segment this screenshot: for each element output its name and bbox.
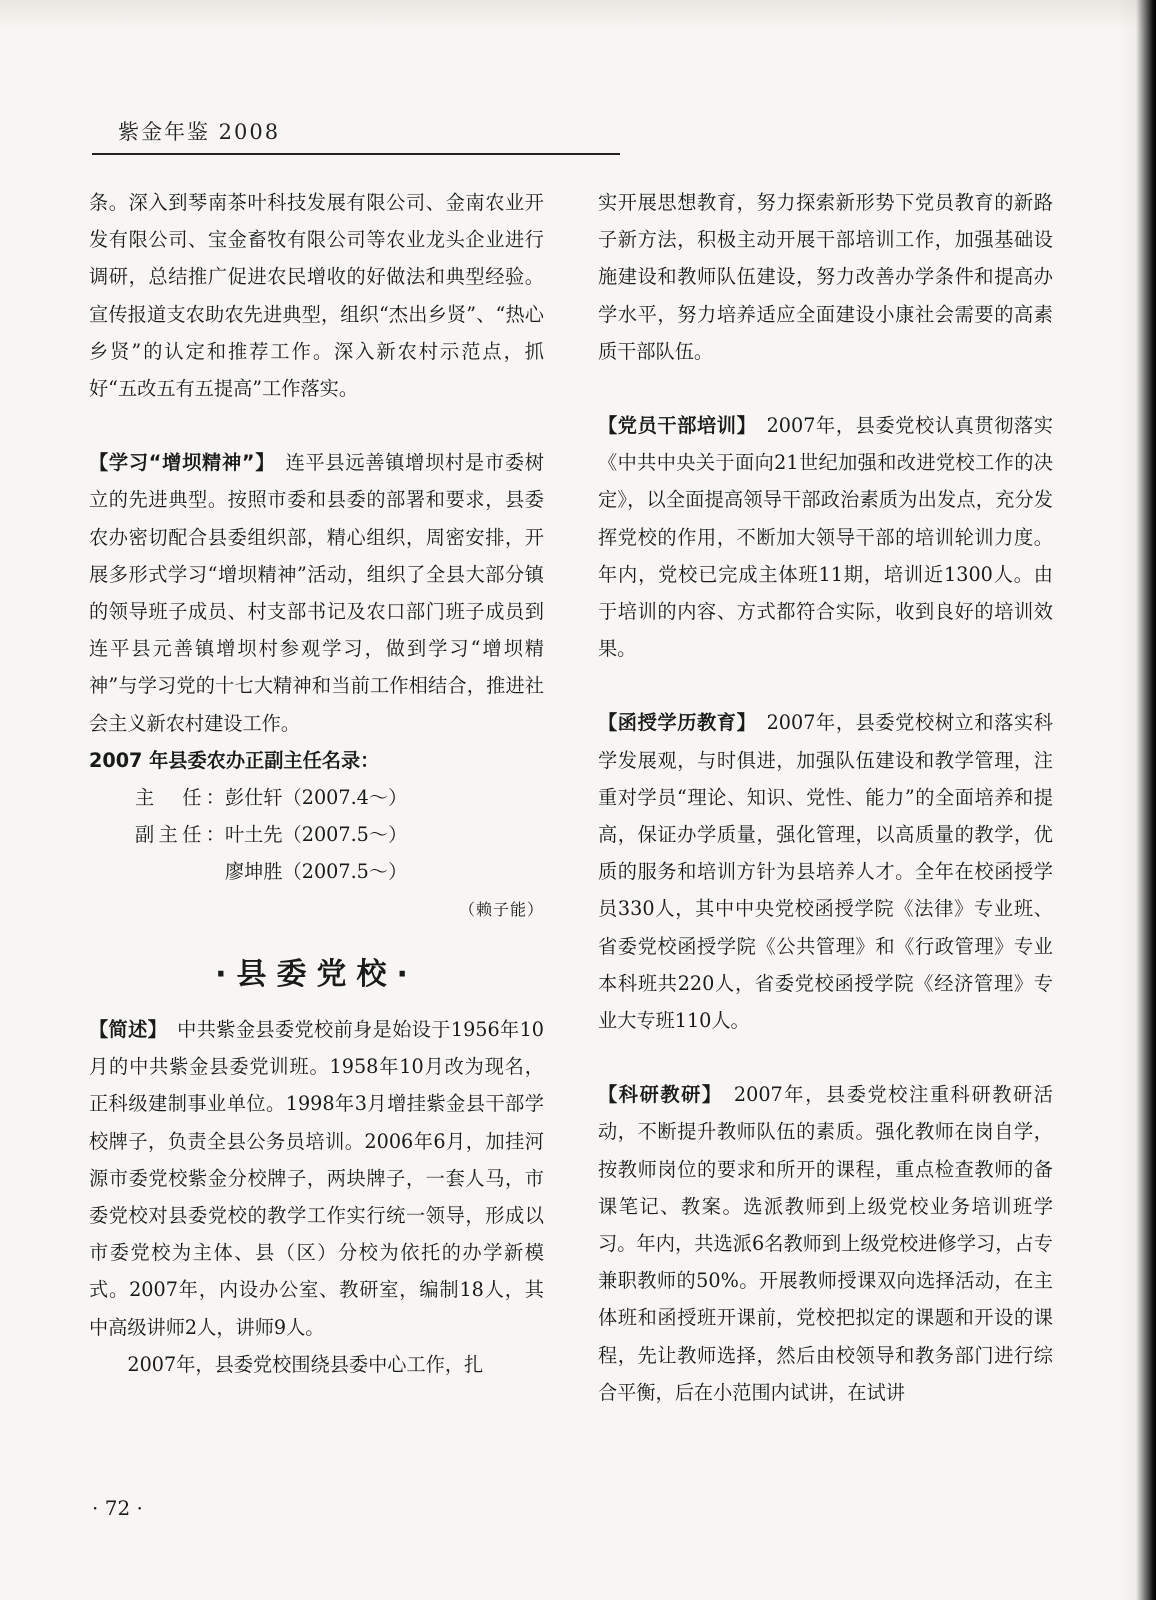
roster-row [89, 853, 544, 890]
right-column [598, 184, 1053, 1411]
roster-person: 廖坤胜（2007.5～） [225, 860, 408, 884]
entry-text: 2007年，县委党校注重科研教研活动，不断提升教师队伍的素质。强化教师在岗自学，按教师岗位的要求和所开的课程，重点检查教师的备课笔记、教案。选派教师到上级党校业务培训班学习。年内，共选派6名教师到上级党校进修学习，占专兼职教师的50%。开展教师授课双向选择活动，在主体班和函授班开课前，党校把拟定的课题和开设的课程，先让教师选择，然后由校领导和教务部门进行综合平衡，后在小范围内试讲，在试讲 [598, 1083, 1053, 1404]
roster-title-year: 2007 [89, 748, 143, 772]
spacer [598, 370, 1053, 407]
entry-tag: 【函授学历教育】 [598, 711, 747, 735]
zengba-entry [89, 444, 544, 742]
roster-title-text: 年县委农办正副主任名录： [149, 748, 380, 772]
roster-role: 主 任： [135, 786, 225, 810]
running-header: 紫金年鉴 2008 [118, 120, 281, 144]
research-entry [598, 1076, 1053, 1411]
spacer [598, 667, 1053, 704]
roster-person: 叶土先（2007.5～） [225, 823, 408, 847]
roster-row [89, 779, 544, 816]
header-rule [92, 153, 620, 155]
scan-right-edge [1116, 0, 1156, 1600]
continuation-paragraph: 实开展思想教育，努力探索新形势下党员教育的新路子新方法，积极主动开展干部培训工作，加强基础设施建设和教师队伍建设，努力改善办学条件和提高办学水平，努力培养适应全面建设小康社会需要的高素质干部队伍。 [598, 191, 1053, 363]
closing-paragraph: 2007年，县委党校围绕县委中心工作，扎 [127, 1352, 484, 1376]
entry-tag: 【学习“增坝精神”】 [89, 451, 266, 475]
entry-text: 2007年，县委党校认真贯彻落实《中共中央关于面向21世纪加强和改进党校工作的决定》，以全面提高领导干部政治素质为出发点，充分发挥党校的作用，不断加大领导干部的培训轮训力度。年内，党校已完成主体班11期，培训近1300人。由于培训的内容、方式都符合实际，收到良好的培训效果。 [598, 414, 1053, 661]
intro-paragraph: 条。深入到琴南茶叶科技发展有限公司、金南农业开发有限公司、宝金畜牧有限公司等农业龙头企业进行调研，总结推广促进农民增收的好做法和典型经验。宣传报道支农助农先进典型，组织“杰出乡贤”、“热心乡贤”的认定和推荐工作。深入新农村示范点，抓好“五改五有五提高”工作落实。 [89, 191, 544, 401]
spacer [598, 1039, 1053, 1076]
entry-text: 连平县远善镇增坝村是市委树立的先进典型。按照市委和县委的部署和要求，县委农办密切配合县委组织部，精心组织，周密安排，开展多形式学习“增坝精神”活动，组织了全县大部分镇的领导班子成员、村支部书记及农口部门班子成员到连平县元善镇增坝村参观学习，做到学习“增坝精神”与学习党的十七大精神和当前工作相结合，推进社会主义新农村建设工作。 [89, 451, 544, 735]
roster-person: 彭仕轩（2007.4～） [225, 786, 408, 810]
entry-tag: 【党员干部培训】 [598, 414, 747, 438]
jianshu-entry [89, 1011, 544, 1346]
entry-text: 2007年，县委党校树立和落实科学发展观，与时俱进，加强队伍建设和教学管理，注重对学员“理论、知识、党性、能力”的全面培养和提高，保证办学质量，强化管理，以高质量的教学，优质的服务和培训方针为县培养人才。全年在校函授学员330人，其中中央党校函授学院《法律》专业班、省委党校函授学院《公共管理》和《行政管理》专业本科班共220人，省委党校函授学院《经济管理》专业大专班110人。 [598, 711, 1053, 1033]
roster-row [89, 816, 544, 853]
correspondence-entry [598, 704, 1053, 1039]
entry-tag: 【科研教研】 [598, 1083, 714, 1107]
entry-text: 中共紫金县委党校前身是始设于1956年10月的中共紫金县委党训班。1958年10月改为现名，正科级建制事业单位。1998年3月增挂紫金县干部学校牌子，负责全县公务员培训。2006年6月，加挂河源市委党校紫金分校牌子，两块牌子，一套人马，市委党校对县委党校的教学工作实行统一领导，形成以市委党校为主体、县（区）分校为依托的办学新模式。2007年，内设办公室、教研室，编制18人，其中高级讲师2人，讲师9人。 [89, 1018, 545, 1339]
left-column [89, 184, 544, 1383]
cadre-training-entry [598, 407, 1053, 667]
author-credit: （赖子能） [458, 899, 544, 919]
roster-role: 副主任： [135, 823, 225, 847]
entry-tag: 【简述】 [89, 1018, 158, 1042]
page-number: · 72 · [92, 1496, 143, 1520]
spacer [89, 407, 544, 444]
section-title: ·县委党校· [215, 956, 418, 992]
scan-top-shadow [0, 0, 1156, 30]
roster-title [89, 742, 544, 779]
